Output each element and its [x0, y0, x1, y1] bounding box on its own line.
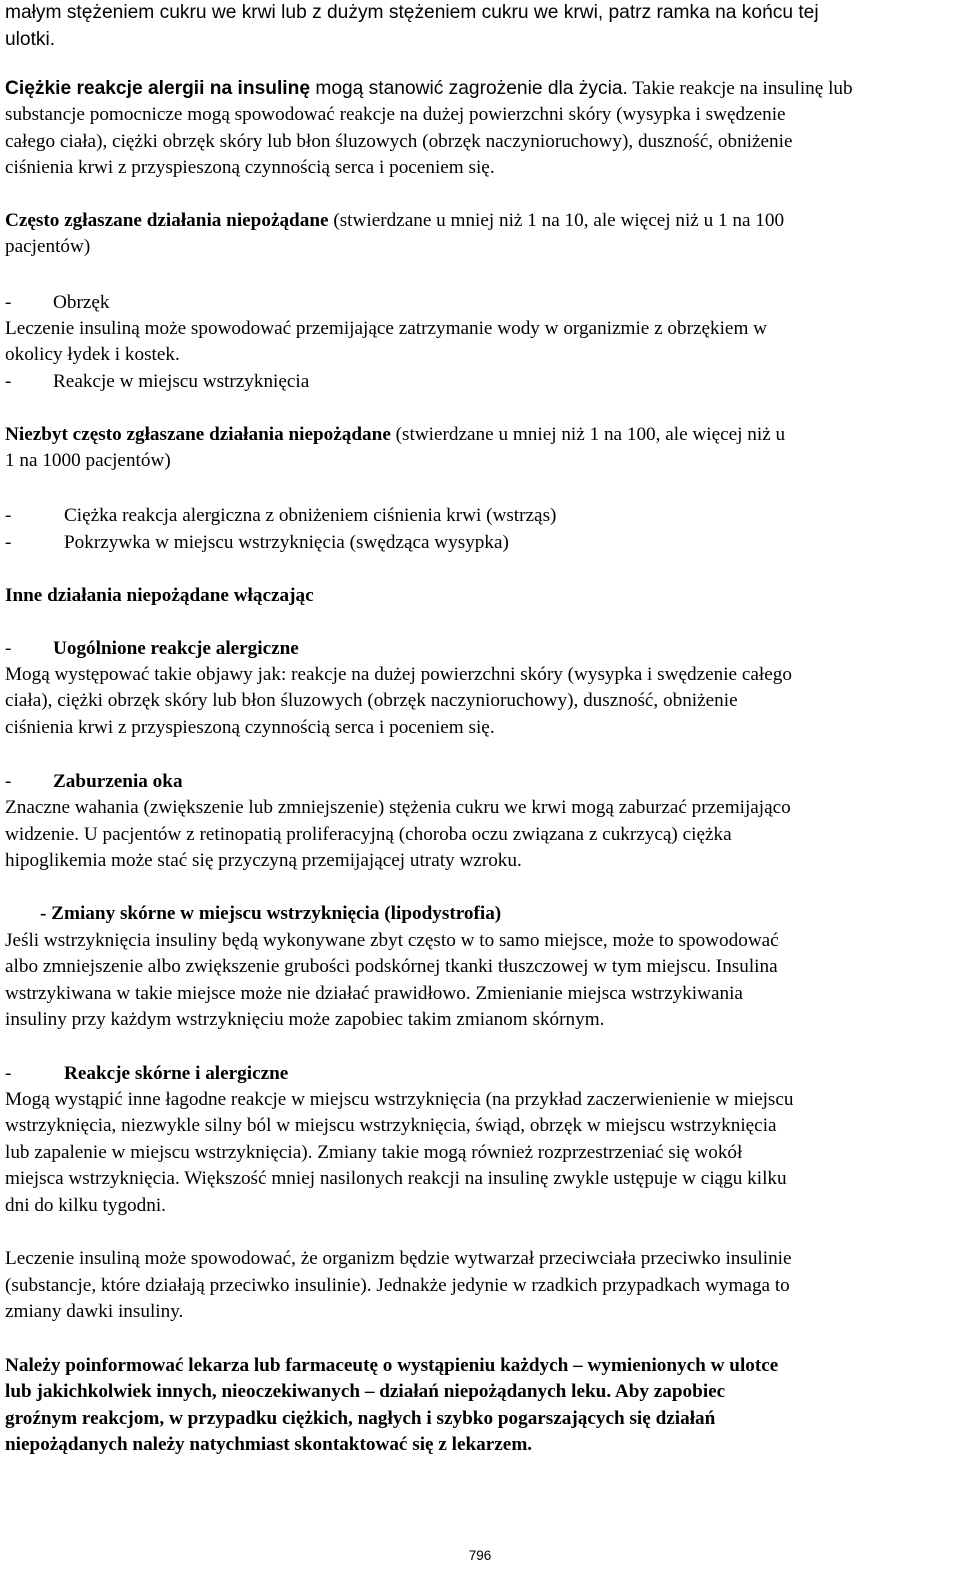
text-run: Mogą występować takie objawy jak: reakcje na dużej powierzchni skóry (wysypka i swędzenie całego	[5, 664, 792, 685]
text-run: wstrzyknięcia, niezwykle silny ból w miejscu wstrzyknięcia, świąd, obrzęk w miejscu wstrzyknięcia	[5, 1115, 777, 1136]
bold-text: lub jakichkolwiek innych, nieoczekiwanych – działań niepożądanych leku. Aby zapobiec	[5, 1381, 726, 1402]
bold-text: Niezbyt często zgłaszane działania niepożądane	[5, 424, 391, 445]
text-run: Pokrzywka w miejscu wstrzyknięcia (swędząca wysypka)	[64, 532, 509, 553]
text-line	[5, 715, 495, 741]
page-number: 796	[468, 1548, 492, 1563]
bold-text: Inne działania niepożądane włączając	[5, 585, 314, 606]
text-run: dni do kilku tygodni.	[5, 1195, 166, 1216]
text-line	[5, 1299, 183, 1325]
text-run: -	[5, 505, 12, 526]
bold-text: Często zgłaszane działania niepożądane	[5, 210, 329, 231]
text-line	[5, 129, 792, 155]
text-run: -	[5, 638, 12, 659]
bold-text: Zaburzenia oka	[53, 771, 183, 792]
text-run: Takie reakcje na insulinę lub	[627, 78, 853, 99]
text-run: Leczenie insuliną może spowodować, że organizm będzie wytwarzał przeciwciała przeciwko insulinie	[5, 1248, 792, 1269]
bold-text: Ciężkie reakcje alergii na insulinę	[5, 78, 311, 99]
text-line	[5, 1007, 604, 1033]
text-run: pacjentów)	[5, 236, 91, 257]
text-run: lub zapalenie w miejscu wstrzyknięcia). Zmiany takie mogą również rozprzestrzeniać się wokół	[5, 1142, 743, 1163]
text-run: Jeśli wstrzyknięcia insuliny będą wykonywane zbyt często w to samo miejsce, może to spowodować	[5, 930, 779, 951]
text-run: Reakcje w miejscu wstrzyknięcia	[53, 371, 310, 392]
text-run: Mogą wystąpić inne łagodne reakcje w miejscu wstrzyknięcia (na przykład zaczerwienienie w miejscu	[5, 1089, 794, 1110]
text-line	[5, 583, 314, 609]
text-line	[5, 1353, 778, 1379]
text-run: -	[5, 371, 12, 392]
text-run: ulotki.	[5, 29, 56, 50]
text-line	[5, 102, 786, 128]
text-run: ciała), ciężki obrzęk skóry lub błon śluzowych (obrzęk naczynioruchowy), duszność, obniżenie	[5, 690, 738, 711]
text-line	[5, 0, 819, 26]
text-run: 1 na 1000 pacjentów)	[5, 450, 171, 471]
text-run: -	[5, 292, 12, 313]
text-run: małym stężeniem cukru we krwi lub z dużym stężeniem cukru we krwi, patrz ramka na końcu tej	[5, 2, 819, 23]
text-line	[5, 1166, 787, 1192]
text-line	[5, 822, 732, 848]
text-line	[5, 928, 779, 954]
text-run: (substancje, które działają przeciwko insulinie). Jednakże jedynie w rzadkich przypadkach wymaga to	[5, 1275, 790, 1296]
text-line	[5, 1432, 532, 1458]
text-line	[5, 1113, 777, 1139]
text-line	[40, 901, 501, 927]
text-line	[5, 1140, 742, 1166]
text-line	[5, 1087, 794, 1113]
text-run: widzenie. U pacjentów z retinopatią proliferacyjną (choroba oczu związana z cukrzycą) ciężka	[5, 824, 732, 845]
text-line	[5, 848, 522, 874]
bold-text: Reakcje skórne i alergiczne	[64, 1063, 289, 1084]
text-line	[5, 954, 778, 980]
text-line	[5, 1406, 715, 1432]
text-line	[5, 76, 853, 102]
text-run: zmiany dawki insuliny.	[5, 1301, 184, 1322]
text-run: (stwierdzane u mniej niż 1 na 10, ale więcej niż u 1 na 100	[328, 210, 785, 231]
text-run: całego ciała), ciężki obrzęk skóry lub błon śluzowych (obrzęk naczynioruchowy), duszność, obniżenie	[5, 131, 793, 152]
text-run: -	[5, 532, 12, 553]
text-line	[5, 290, 109, 316]
bold-text: Należy poinformować lekarza lub farmaceutę o wystąpieniu każdych – wymienionych w ulotce	[5, 1355, 779, 1376]
text-run: mogą stanowić zagrożenie dla życia.	[310, 78, 628, 99]
text-run: -	[5, 1063, 12, 1084]
text-line	[5, 316, 767, 342]
text-run: ciśnienia krwi z przyspieszoną czynnością serca i poceniem się.	[5, 157, 495, 178]
text-run: Znaczne wahania (zwiększenie lub zmniejszenie) stężenia cukru we krwi mogą zaburzać przemijająco	[5, 797, 791, 818]
text-line	[5, 503, 556, 529]
text-line	[5, 369, 309, 395]
text-line	[5, 1379, 725, 1405]
text-line	[5, 422, 785, 448]
text-line	[5, 448, 171, 474]
text-line	[5, 1246, 792, 1272]
text-line	[5, 155, 495, 181]
text-run: Ciężka reakcja alergiczna z obniżeniem ciśnienia krwi (wstrząs)	[64, 505, 557, 526]
text-run: okolicy łydek i kostek.	[5, 344, 180, 365]
text-run: substancje pomocnicze mogą spowodować reakcje na dużej powierzchni skóry (wysypka i swędzenie	[5, 104, 786, 125]
text-run: wstrzykiwana w takie miejsce może nie działać prawidłowo. Zmienianie miejsca wstrzykiwania	[5, 983, 743, 1004]
bold-text: niepożądanych należy natychmiast skontaktować się z lekarzem.	[5, 1434, 533, 1455]
text-run: hipoglikemia może stać się przyczyną przemijającej utraty wzroku.	[5, 850, 522, 871]
text-run: albo zmniejszenie albo zwiększenie grubości podskórnej tkanki tłuszczowej w tym miejscu. Insulina	[5, 956, 778, 977]
bold-text: groźnym reakcjom, w przypadku ciężkich, nagłych i szybko pogarszających się działań	[5, 1408, 716, 1429]
text-run: -	[5, 771, 12, 792]
text-line	[5, 662, 792, 688]
text-line	[5, 981, 743, 1007]
text-line	[5, 530, 509, 556]
text-run: (stwierdzane u mniej niż 1 na 100, ale więcej niż u	[390, 424, 786, 445]
text-line	[5, 769, 183, 795]
bold-text: - Zmiany skórne w miejscu wstrzyknięcia (lipodystrofia)	[40, 903, 502, 924]
text-run: insuliny przy każdym wstrzyknięciu może zapobiec takim zmianom skórnym.	[5, 1009, 605, 1030]
text-line	[5, 1273, 790, 1299]
text-line	[5, 234, 90, 260]
text-line	[5, 688, 738, 714]
text-line	[5, 636, 299, 662]
text-line	[5, 342, 180, 368]
text-line	[5, 795, 791, 821]
text-line	[5, 1193, 166, 1219]
text-line	[5, 208, 784, 234]
text-line	[5, 1061, 288, 1087]
text-line	[5, 27, 55, 53]
bold-text: Uogólnione reakcje alergiczne	[53, 638, 299, 659]
text-run: Leczenie insuliną może spowodować przemijające zatrzymanie wody w organizmie z obrzękiem w	[5, 318, 768, 339]
text-run: miejsca wstrzyknięcia. Większość mniej nasilonych reakcji na insulinę zwykle ustępuje w ciągu kilku	[5, 1168, 787, 1189]
text-run: Obrzęk	[53, 292, 110, 313]
text-run: ciśnienia krwi z przyspieszoną czynnością serca i poceniem się.	[5, 717, 495, 738]
